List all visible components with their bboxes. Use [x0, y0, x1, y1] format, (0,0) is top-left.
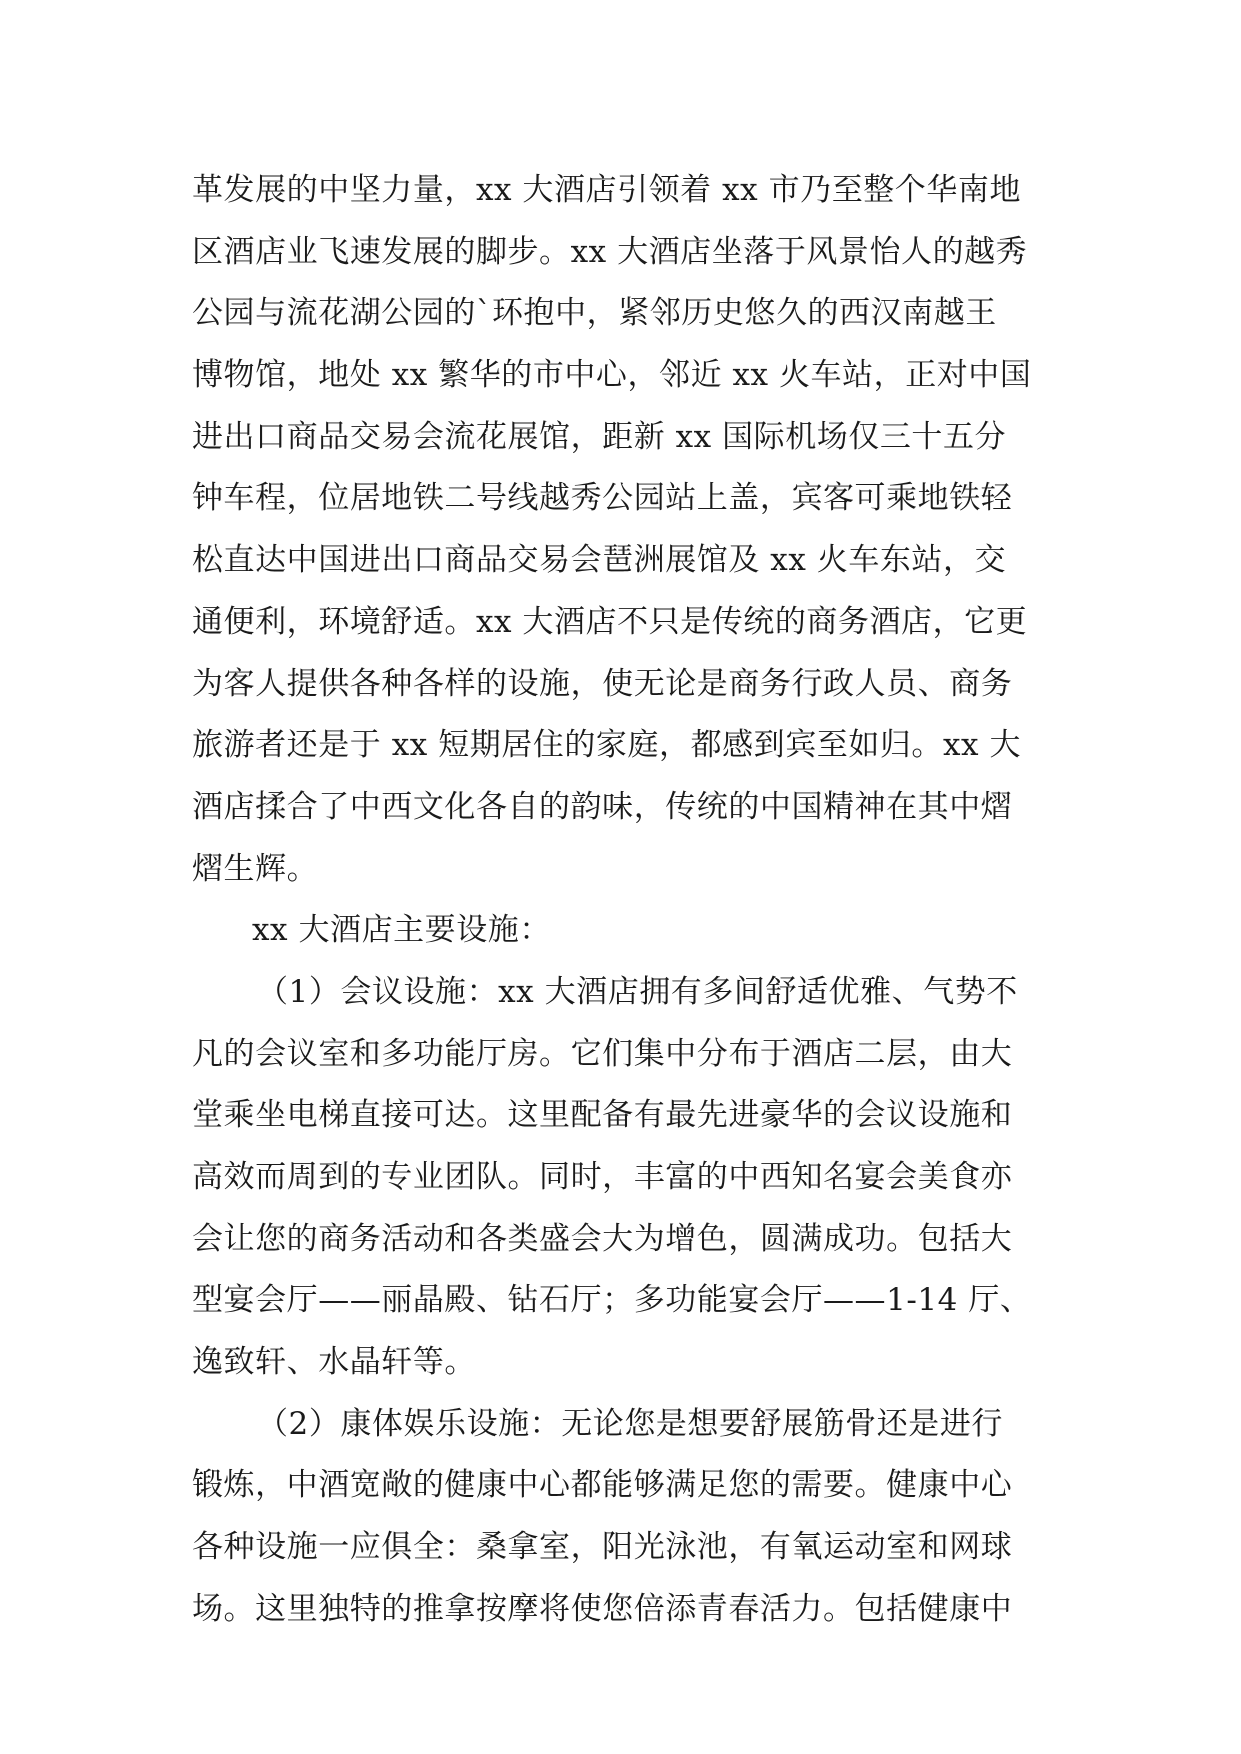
text-line: （1）会议设施：xx 大酒店拥有多间舒适优雅、气势不 [257, 973, 1018, 1010]
text-line: 酒店揉合了中西文化各自的韵味，传统的中国精神在其中熠 [192, 788, 1013, 825]
section-heading: xx 大酒店主要设施： [252, 912, 551, 949]
text-line: 锻炼，中酒宽敞的健康中心都能够满足您的需要。健康中心 [192, 1467, 1013, 1504]
text-line: 凡的会议室和多功能厅房。它们集中分布于酒店二层，由大 [192, 1035, 1013, 1072]
text-line: 为客人提供各种各样的设施，使无论是商务行政人员、商务 [192, 665, 1013, 702]
text-line: 熠生辉。 [192, 850, 319, 887]
text-line: 型宴会厅——丽晶殿、钻石厅；多功能宴会厅——1-14 厅、 [192, 1282, 1032, 1319]
text-line: 革发展的中坚力量，xx 大酒店引领着 xx 市乃至整个华南地 [192, 172, 1021, 208]
text-line: 钟车程，位居地铁二号线越秀公园站上盖，宾客可乘地铁轻 [192, 480, 1013, 517]
text-line: 公园与流花湖公园的`环抱中，紧邻历史悠久的西汉南越王 [192, 295, 997, 332]
text-line: 高效而周到的专业团队。同时，丰富的中西知名宴会美食亦 [192, 1159, 1013, 1195]
text-line: 场。这里独特的推拿按摩将使您倍添青春活力。包括健康中 [192, 1590, 1013, 1627]
text-line: 旅游者还是于 xx 短期居住的家庭，都感到宾至如归。xx 大 [192, 727, 1021, 764]
text-line: 进出口商品交易会流花展馆，距新 xx 国际机场仅三十五分 [192, 418, 1007, 455]
text-line: 会让您的商务活动和各类盛会大为增色，圆满成功。包括大 [192, 1220, 1013, 1257]
document-body [192, 160, 1052, 1641]
text-line: 通便利，环境舒适。xx 大酒店不只是传统的商务酒店，它更 [192, 603, 1028, 640]
text-line: 堂乘坐电梯直接可达。这里配备有最先进豪华的会议设施和 [192, 1097, 1013, 1134]
text-line: 各种设施一应俱全：桑拿室，阳光泳池，有氧运动室和网球 [192, 1529, 1013, 1566]
text-line: 区酒店业飞速发展的脚步。xx 大酒店坐落于风景怡人的越秀 [192, 233, 1028, 270]
text-line: 松直达中国进出口商品交易会琶洲展馆及 xx 火车东站，交 [192, 542, 1007, 579]
text-line: 逸致轩、水晶轩等。 [192, 1344, 476, 1381]
text-line: （2）康体娱乐设施：无论您是想要舒展筋骨还是进行 [257, 1405, 1003, 1442]
text-line: 博物馆，地处 xx 繁华的市中心，邻近 xx 火车站，正对中国 [192, 357, 1032, 394]
